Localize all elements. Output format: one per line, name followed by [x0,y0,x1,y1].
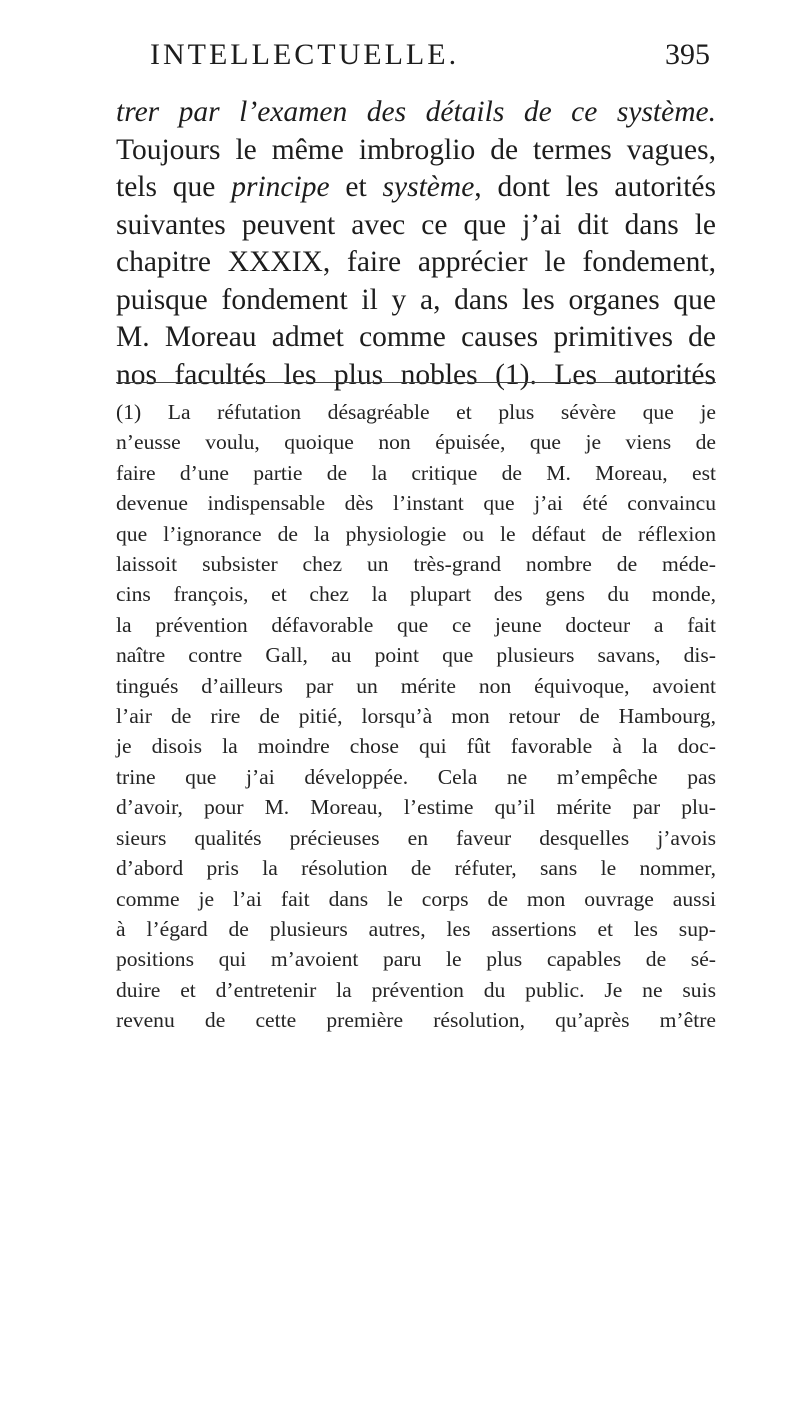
text-segment: puisque fondement il y a, dans les organes que [116,283,716,316]
body-line [116,169,716,207]
running-head [150,38,710,82]
italic-text-segment: trer par l’examen des détails de ce système. [116,96,716,128]
footnote-line: duire et d’entretenir la prévention du public. Je ne suis [116,977,716,1002]
footnote-line: n’eusse voulu, quoique non épuisée, que je viens de [116,430,716,455]
page-number: 395 [665,38,710,71]
footnote-line: positions qui m’avoient paru le plus capables de sé- [116,947,716,972]
footnote-line: d’avoir, pour M. Moreau, l’estime qu’il mérite par plu- [116,795,716,820]
footnote-line: cins françois, et chez la plupart des gens du monde, [116,582,716,607]
footnote-line: devenue indispensable dès l’instant que j’ai été convaincu [116,491,716,516]
footnote-line: (1) La réfutation désagréable et plus sévère que je [116,400,716,424]
footnote-line: naître contre Gall, au point que plusieurs savans, dis- [116,643,716,668]
footnote-line: comme je l’ai fait dans le corps de mon ouvrage aussi [116,886,716,911]
footnote-line: sieurs qualités précieuses en faveur desquelles j’avois [116,825,716,850]
footnote-line: la prévention défavorable que ce jeune docteur a fait [116,612,716,637]
body-line [116,244,716,282]
footnote-line: tingués d’ailleurs par un mérite non équivoque, avoient [116,673,716,698]
text-segment: chapitre XXXIX, faire apprécier le fondement, [116,246,716,278]
body-line [116,207,716,245]
body-line [116,94,716,132]
running-title: INTELLECTUELLE. [150,38,460,71]
text-segment: nos facultés les plus nobles (1). Les autorités [116,358,716,391]
footnote-line: faire d’une partie de la critique de M. Moreau, est [116,460,716,485]
footnote-line: laissoit subsister chez un très-grand nombre de méde- [116,552,716,577]
text-segment: Toujours le même imbroglio de termes vagues, [116,133,716,166]
footnote-line: d’abord pris la résolution de réfuter, sans le nommer, [116,856,716,881]
footnote [116,397,716,1036]
text-segment: M. Moreau admet comme causes primitives de [116,321,716,353]
text-segment: , dont les autorités [474,171,716,203]
italic-text-segment: système [382,171,475,203]
text-segment: tels que [116,171,232,203]
main-text [116,94,716,394]
footnote-line: que l’ignorance de la physiologie ou le défaut de réflexion [116,521,716,546]
footnote-line: l’air de rire de pitié, lorsqu’à mon retour de Hambourg, [116,704,716,729]
footnote-line: revenu de cette première résolution, qu’après m’être [116,1008,716,1033]
footnote-separator-rule [116,382,716,383]
text-segment: suivantes peuvent avec ce que j’ai dit dans le [116,208,716,241]
footnote-line: trine que j’ai développée. Cela ne m’empêche pas [116,764,716,789]
footnote-line: à l’égard de plusieurs autres, les assertions et les sup- [116,916,716,941]
body-line [116,132,716,170]
body-line [116,282,716,320]
footnote-line: je disois la moindre chose qui fût favorable à la doc- [116,734,716,759]
italic-text-segment: principe [231,171,330,203]
body-line [116,357,716,395]
text-segment: et [329,171,383,203]
body-line [116,319,716,357]
